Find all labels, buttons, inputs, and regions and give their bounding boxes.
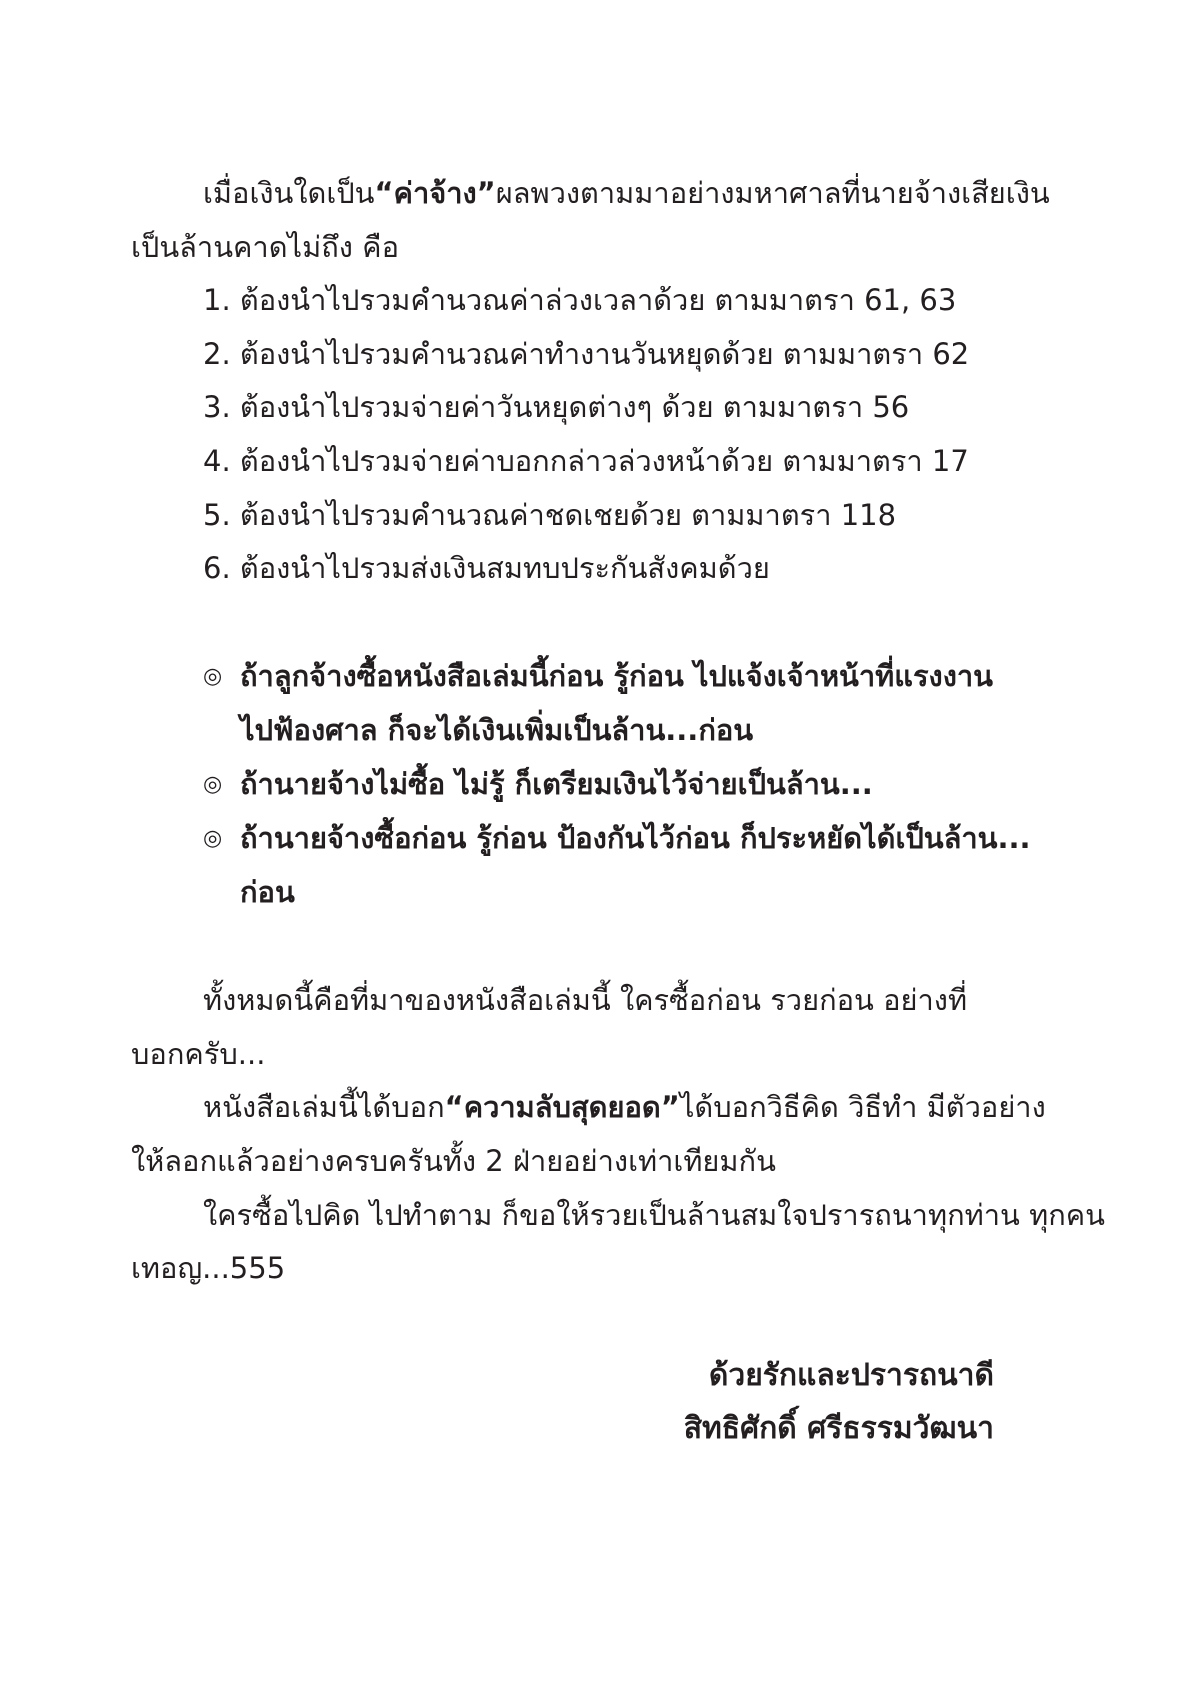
closing-p1-line-2: บอกครับ... xyxy=(131,1037,266,1071)
intro-keyword-wage: “ค่าจ้าง” xyxy=(374,176,496,210)
bullet-symbol-2: ◎ xyxy=(203,772,223,797)
closing-p1-line-1: ทั้งหมดนี้คือที่มาของหนังสือเล่มนี้ ใครซื้อก่อน รวยก่อน อย่างที่ xyxy=(203,983,968,1017)
numbered-item-4: 4. ต้องนำไปรวมจ่ายค่าบอกกล่าวล่วงหน้าด้วย ตามมาตรา 17 xyxy=(203,444,969,478)
bullet-symbol-1: ◎ xyxy=(203,664,223,689)
closing-p2-line-2: ให้ลอกแล้วอย่างครบครันทั้ง 2 ฝ่ายอย่างเท่าเทียมกัน xyxy=(131,1144,776,1178)
numbered-item-1: 1. ต้องนำไปรวมคำนวณค่าล่วงเวลาด้วย ตามมาตรา 61, 63 xyxy=(203,283,957,317)
closing-p3-line-2: เทอญ...555 xyxy=(131,1251,286,1285)
intro-line-1 xyxy=(203,173,1050,213)
bullet-3-line-2: ก่อน xyxy=(240,875,295,909)
bullet-3-line-1: ถ้านายจ้างซื้อก่อน รู้ก่อน ป้องกันไว้ก่อน ก็ประหยัดได้เป็นล้าน... xyxy=(240,821,1031,855)
closing-p2-line-1 xyxy=(203,1087,1046,1127)
closing-p2-line-1-start: หนังสือเล่มนี้ได้บอก xyxy=(203,1090,445,1124)
signature-author-name: สิทธิศักดิ์ ศรีธรรมวัฒนา xyxy=(683,1411,994,1446)
numbered-item-2: 2. ต้องนำไปรวมคำนวณค่าทำงานวันหยุดด้วย ตามมาตรา 62 xyxy=(203,337,970,371)
intro-line-1-start: เมื่อเงินใดเป็น xyxy=(203,176,375,210)
numbered-item-6: 6. ต้องนำไปรวมส่งเงินสมทบประกันสังคมด้วย xyxy=(203,551,770,585)
bullet-1-line-1: ถ้าลูกจ้างซื้อหนังสือเล่มนี้ก่อน รู้ก่อน ไปแจ้งเจ้าหน้าที่แรงงาน xyxy=(240,659,993,693)
intro-line-1-end: ผลพวงตามมาอย่างมหาศาลที่นายจ้างเสียเงิน xyxy=(495,176,1050,210)
bullet-2-line-1: ถ้านายจ้างไม่ซื้อ ไม่รู้ ก็เตรียมเงินไว้จ่ายเป็นล้าน... xyxy=(240,767,873,801)
intro-line-2: เป็นล้านคาดไม่ถึง คือ xyxy=(131,230,399,264)
numbered-item-5: 5. ต้องนำไปรวมคำนวณค่าชดเชยด้วย ตามมาตรา 118 xyxy=(203,498,897,532)
numbered-item-3: 3. ต้องนำไปรวมจ่ายค่าวันหยุดต่างๆ ด้วย ตามมาตรา 56 xyxy=(203,390,910,424)
bullet-symbol-3: ◎ xyxy=(203,826,223,851)
signature-closing: ด้วยรักและปรารถนาดี xyxy=(708,1358,994,1393)
closing-p2-line-1-end: ได้บอกวิธีคิด วิธีทำ มีตัวอย่าง xyxy=(679,1090,1046,1124)
bullet-1-line-2: ไปฟ้องศาล ก็จะได้เงินเพิ่มเป็นล้าน...ก่อน xyxy=(240,713,754,747)
closing-p3-line-1: ใครซื้อไปคิด ไปทำตาม ก็ขอให้รวยเป็นล้านสมใจปรารถนาทุกท่าน ทุกคน xyxy=(203,1198,1105,1232)
closing-keyword-top-secret: “ความลับสุดยอด” xyxy=(444,1090,680,1124)
